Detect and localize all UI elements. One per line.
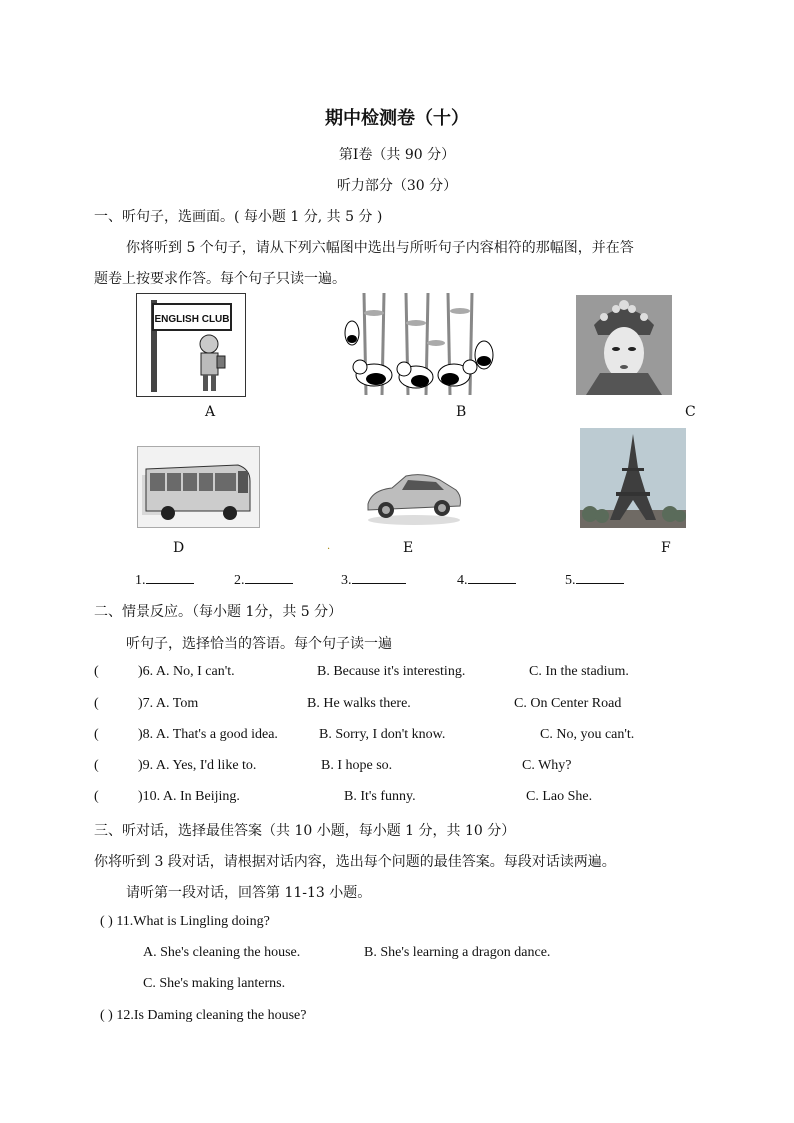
section1-heading: 一、听句子，选画面。( 每小题 1 分, 共 5 分 ) — [94, 209, 383, 225]
stray-dot: . — [327, 541, 331, 552]
picture-d-bus — [137, 446, 260, 528]
q9-paren[interactable]: ( — [94, 758, 99, 773]
picture-e-car — [362, 460, 464, 528]
q11-question[interactable]: ( ) 11.What is Lingling doing? — [100, 914, 270, 929]
q11-option-b: B. She's learning a dragon dance. — [364, 945, 551, 960]
picture-b-label: B — [456, 404, 467, 420]
picture-f-eiffel-tower — [580, 428, 686, 528]
section2-heading: 二、情景反应。（每小题 1分，共 5 分） — [94, 604, 343, 620]
q7-option-b: B. He walks there. — [307, 696, 411, 711]
q11-option-a: A. She's cleaning the house. — [143, 945, 301, 960]
q6-option-a: )6. A. No, I can't. — [138, 664, 235, 679]
q8-paren[interactable]: ( — [94, 727, 99, 742]
page-title: 期中检测卷（十） — [325, 108, 469, 129]
q6-paren[interactable]: ( — [94, 664, 99, 679]
picture-c-label: C — [685, 404, 696, 420]
section3-instruction: 你将听到 3 段对话，请根据对话内容，选出每个问题的最佳答案。每段对话读两遍。 — [94, 854, 616, 870]
q10-option-b: B. It's funny. — [344, 789, 416, 804]
q8-option-b: B. Sorry, I don't know. — [319, 727, 446, 742]
section1-instruction-line2: 题卷上按要求作答。每个句子只读一遍。 — [94, 271, 346, 287]
q7-paren[interactable]: ( — [94, 696, 99, 711]
picture-c-opera-actor — [576, 295, 672, 395]
q8-option-c: C. No, you can't. — [540, 727, 635, 742]
section1-instruction-line1: 你将听到 5 个句子，请从下列六幅图中选出与所听句子内容相符的那幅图，并在答 — [126, 240, 634, 256]
section2-instruction: 听句子，选择恰当的答语。每个句子读一遍 — [126, 636, 392, 652]
picture-d-label: D — [173, 540, 185, 556]
listening-part-label: 听力部分（30 分） — [336, 178, 458, 194]
answer-blank-2[interactable]: 2. — [234, 571, 293, 589]
q6-option-c: C. In the stadium. — [529, 664, 629, 679]
q7-option-c: C. On Center Road — [514, 696, 622, 711]
picture-b-pandas — [344, 293, 496, 395]
answer-blank-4[interactable]: 4. — [457, 571, 516, 589]
q11-option-c: C. She's making lanterns. — [143, 976, 286, 991]
picture-a-label: A — [205, 404, 216, 420]
q10-option-c: C. Lao She. — [526, 789, 593, 804]
picture-e-label: E — [403, 540, 414, 556]
q10-paren[interactable]: ( — [94, 789, 99, 804]
answer-blank-1[interactable]: 1. — [135, 571, 194, 589]
q6-option-b: B. Because it's interesting. — [317, 664, 466, 679]
picture-f-label: F — [661, 540, 671, 556]
q9-option-a: )9. A. Yes, I'd like to. — [138, 758, 257, 773]
section3-sub-instruction: 请听第一段对话，回答第 11-13 小题。 — [126, 885, 372, 901]
answer-blank-3[interactable]: 3. — [341, 571, 406, 589]
q10-option-a: )10. A. In Beijing. — [138, 789, 240, 804]
q7-option-a: )7. A. Tom — [138, 696, 199, 711]
picture-a-english-club — [136, 293, 246, 397]
section-subtitle: 第Ⅰ卷（共 90 分） — [338, 147, 456, 163]
answer-blank-5[interactable]: 5. — [565, 571, 624, 589]
sign-text: ENGLISH CLUB — [154, 314, 230, 325]
q8-option-a: )8. A. That's a good idea. — [138, 727, 278, 742]
q12-question[interactable]: ( ) 12.Is Daming cleaning the house? — [100, 1008, 307, 1023]
q9-option-b: B. I hope so. — [321, 758, 393, 773]
section3-heading: 三、听对话，选择最佳答案（共 10 小题，每小题 1 分，共 10 分） — [94, 823, 516, 839]
q9-option-c: C. Why? — [522, 758, 572, 773]
